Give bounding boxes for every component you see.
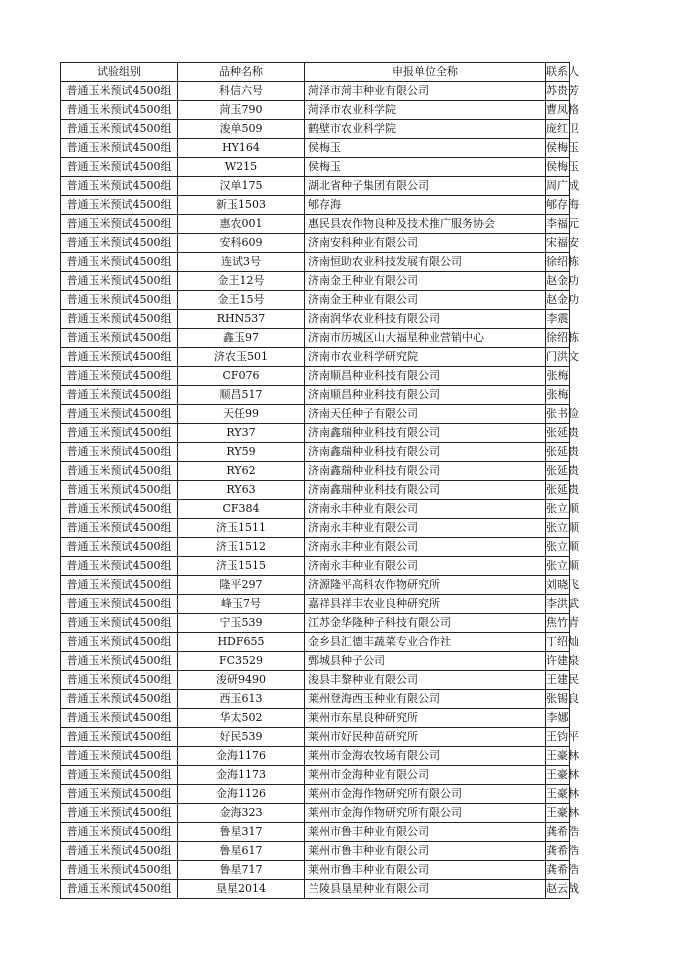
cell-variety: 宁玉539 [178,614,305,633]
cell-group: 普通玉米预试4500组 [61,576,178,595]
table-row [61,405,570,424]
table-row [61,253,570,272]
header-group: 试验组别 [61,63,178,82]
table-row [61,633,570,652]
cell-unit: 济南鑫瑞种业科技有限公司 [305,424,546,443]
table-row [61,747,570,766]
cell-unit: 济南永丰种业有限公司 [305,538,546,557]
cell-variety: 顺昌517 [178,386,305,405]
cell-group: 普通玉米预试4500组 [61,329,178,348]
cell-contact: 张锡良 [546,690,570,709]
cell-variety: 济玉1511 [178,519,305,538]
table-row [61,367,570,386]
cell-variety: 汉单175 [178,177,305,196]
table-row [61,652,570,671]
cell-unit: 济南市农业科学研究院 [305,348,546,367]
cell-variety: RY62 [178,462,305,481]
header-row [61,63,570,82]
cell-contact: 王豪林 [546,747,570,766]
cell-group: 普通玉米预试4500组 [61,291,178,310]
cell-group: 普通玉米预试4500组 [61,120,178,139]
table-row [61,196,570,215]
cell-unit: 兰陵县垦星种业有限公司 [305,880,546,899]
cell-unit: 鹤壁市农业科学院 [305,120,546,139]
cell-unit: 济南鑫瑞种业科技有限公司 [305,443,546,462]
table-row [61,215,570,234]
cell-group: 普通玉米预试4500组 [61,880,178,899]
cell-group: 普通玉米预试4500组 [61,481,178,500]
table-row [61,538,570,557]
cell-group: 普通玉米预试4500组 [61,462,178,481]
cell-unit: 莱州市好民种苗研究所 [305,728,546,747]
cell-unit: 莱州市鲁丰种业有限公司 [305,823,546,842]
cell-variety: 垦星2014 [178,880,305,899]
cell-group: 普通玉米预试4500组 [61,215,178,234]
cell-variety: HY164 [178,139,305,158]
cell-contact: 刘晓飞 [546,576,570,595]
cell-unit: 郇存海 [305,196,546,215]
cell-group: 普通玉米预试4500组 [61,633,178,652]
cell-variety: RHN537 [178,310,305,329]
table-row [61,728,570,747]
table-row [61,101,570,120]
cell-contact: 王建民 [546,671,570,690]
cell-group: 普通玉米预试4500组 [61,139,178,158]
cell-unit: 金乡县汇德丰蔬菜专业合作社 [305,633,546,652]
cell-variety: 华太502 [178,709,305,728]
cell-unit: 侯梅玉 [305,139,546,158]
cell-group: 普通玉米预试4500组 [61,386,178,405]
cell-group: 普通玉米预试4500组 [61,310,178,329]
cell-group: 普通玉米预试4500组 [61,690,178,709]
cell-group: 普通玉米预试4500组 [61,766,178,785]
table-row [61,82,570,101]
cell-variety: 连试3号 [178,253,305,272]
cell-contact: 曹凤格 [546,101,570,120]
cell-group: 普通玉米预试4500组 [61,253,178,272]
cell-contact: 苏贵芳 [546,82,570,101]
cell-group: 普通玉米预试4500组 [61,804,178,823]
cell-unit: 莱州市鲁丰种业有限公司 [305,861,546,880]
cell-variety: W215 [178,158,305,177]
cell-variety: 鑫玉97 [178,329,305,348]
table-row [61,310,570,329]
cell-contact: 李震 [546,310,570,329]
table-row [61,709,570,728]
cell-contact: 张延贵 [546,424,570,443]
cell-unit: 济南顺昌种业科技有限公司 [305,386,546,405]
table-row [61,557,570,576]
table-row [61,177,570,196]
table-row [61,462,570,481]
header-contact: 联系人 [546,63,570,82]
cell-unit: 济南市历城区山大福星种业营销中心 [305,329,546,348]
table-row [61,804,570,823]
table-row [61,861,570,880]
cell-unit: 嘉祥县祥丰农业良种研究所 [305,595,546,614]
cell-contact: 庞红卫 [546,120,570,139]
cell-contact: 张延贵 [546,443,570,462]
cell-group: 普通玉米预试4500组 [61,861,178,880]
cell-unit: 济源隆平高科农作物研究所 [305,576,546,595]
cell-variety: RY59 [178,443,305,462]
cell-group: 普通玉米预试4500组 [61,842,178,861]
cell-group: 普通玉米预试4500组 [61,177,178,196]
cell-unit: 济南天任种子有限公司 [305,405,546,424]
cell-variety: RY63 [178,481,305,500]
cell-group: 普通玉米预试4500组 [61,652,178,671]
cell-contact: 张立顺 [546,557,570,576]
header-unit: 申报单位全称 [305,63,546,82]
cell-variety: 隆平297 [178,576,305,595]
table-row [61,595,570,614]
cell-contact: 王豪林 [546,766,570,785]
cell-contact: 李福元 [546,215,570,234]
cell-group: 普通玉米预试4500组 [61,101,178,120]
table-row [61,576,570,595]
cell-group: 普通玉米预试4500组 [61,158,178,177]
cell-group: 普通玉米预试4500组 [61,671,178,690]
cell-variety: 浚研9490 [178,671,305,690]
cell-unit: 莱州登海西玉种业有限公司 [305,690,546,709]
cell-variety: 鲁星617 [178,842,305,861]
cell-variety: 金王12号 [178,272,305,291]
cell-unit: 浚县丰黎种业有限公司 [305,671,546,690]
cell-variety: 鲁星317 [178,823,305,842]
cell-group: 普通玉米预试4500组 [61,367,178,386]
cell-unit: 济南润华农业科技有限公司 [305,310,546,329]
cell-contact: 丁绍灿 [546,633,570,652]
table-row [61,329,570,348]
cell-variety: 金海1126 [178,785,305,804]
cell-contact: 赵金功 [546,291,570,310]
cell-unit: 惠民县农作物良种及技术推广服务协会 [305,215,546,234]
cell-contact: 赵金功 [546,272,570,291]
cell-contact: 周广成 [546,177,570,196]
cell-group: 普通玉米预试4500组 [61,196,178,215]
cell-unit: 济南永丰种业有限公司 [305,519,546,538]
cell-variety: 菏玉790 [178,101,305,120]
cell-group: 普通玉米预试4500组 [61,785,178,804]
cell-group: 普通玉米预试4500组 [61,728,178,747]
cell-contact: 张延贵 [546,481,570,500]
cell-unit: 济南安科种业有限公司 [305,234,546,253]
cell-contact: 龚希浩 [546,842,570,861]
cell-unit: 莱州市鲁丰种业有限公司 [305,842,546,861]
cell-contact: 王钧平 [546,728,570,747]
variety-table [60,62,579,899]
cell-variety: 济玉1512 [178,538,305,557]
cell-variety: 天任99 [178,405,305,424]
cell-unit: 济南鑫瑞种业科技有限公司 [305,481,546,500]
cell-unit: 济南金王种业有限公司 [305,291,546,310]
cell-group: 普通玉米预试4500组 [61,519,178,538]
cell-variety: 峰玉7号 [178,595,305,614]
cell-contact: 张梅 [546,386,570,405]
cell-contact: 宋福安 [546,234,570,253]
cell-unit: 菏泽市菏丰种业有限公司 [305,82,546,101]
cell-group: 普通玉米预试4500组 [61,709,178,728]
table-row [61,766,570,785]
cell-variety: 金王15号 [178,291,305,310]
cell-unit: 莱州市东星良种研究所 [305,709,546,728]
cell-unit: 莱州市金海作物研究所有限公司 [305,785,546,804]
cell-contact: 张立顺 [546,500,570,519]
cell-contact: 王豪林 [546,785,570,804]
cell-contact: 张延贵 [546,462,570,481]
cell-contact: 张立顺 [546,538,570,557]
cell-variety: 新玉1503 [178,196,305,215]
cell-contact: 张立顺 [546,519,570,538]
cell-variety: 惠农001 [178,215,305,234]
cell-variety: HDF655 [178,633,305,652]
cell-contact: 赵云战 [546,880,570,899]
table-row [61,386,570,405]
cell-variety: 鲁星717 [178,861,305,880]
cell-contact: 许建泉 [546,652,570,671]
table-row [61,823,570,842]
cell-unit: 济南鑫瑞种业科技有限公司 [305,462,546,481]
cell-unit: 江苏金华隆种子科技有限公司 [305,614,546,633]
cell-variety: CF384 [178,500,305,519]
cell-contact: 徐绍栋 [546,253,570,272]
cell-unit: 莱州市金海种业有限公司 [305,766,546,785]
cell-unit: 湖北省种子集团有限公司 [305,177,546,196]
cell-unit: 莱州市金海农牧场有限公司 [305,747,546,766]
table-row [61,785,570,804]
table-row [61,614,570,633]
cell-contact: 李洪武 [546,595,570,614]
cell-group: 普通玉米预试4500组 [61,500,178,519]
cell-unit: 侯梅玉 [305,158,546,177]
cell-unit: 菏泽市农业科学院 [305,101,546,120]
cell-variety: CF076 [178,367,305,386]
cell-contact: 侯梅玉 [546,158,570,177]
cell-unit: 济南永丰种业有限公司 [305,557,546,576]
table-row [61,348,570,367]
cell-variety: 金海1176 [178,747,305,766]
cell-variety: 科信六号 [178,82,305,101]
cell-variety: 安科609 [178,234,305,253]
cell-contact: 龚希浩 [546,823,570,842]
table-row [61,139,570,158]
table-row [61,443,570,462]
cell-group: 普通玉米预试4500组 [61,405,178,424]
cell-group: 普通玉米预试4500组 [61,538,178,557]
cell-unit: 莱州市金海作物研究所有限公司 [305,804,546,823]
cell-contact: 郇存海 [546,196,570,215]
cell-group: 普通玉米预试4500组 [61,823,178,842]
cell-group: 普通玉米预试4500组 [61,234,178,253]
cell-contact: 龚希浩 [546,861,570,880]
cell-contact: 张书俭 [546,405,570,424]
cell-unit: 鄄城县种子公司 [305,652,546,671]
cell-group: 普通玉米预试4500组 [61,443,178,462]
cell-group: 普通玉米预试4500组 [61,82,178,101]
table-row [61,671,570,690]
table-row [61,519,570,538]
cell-contact: 徐绍栋 [546,329,570,348]
cell-variety: 金海1173 [178,766,305,785]
cell-variety: 济玉1515 [178,557,305,576]
cell-contact: 张梅 [546,367,570,386]
cell-group: 普通玉米预试4500组 [61,747,178,766]
cell-contact: 焦竹青 [546,614,570,633]
cell-variety: FC3529 [178,652,305,671]
cell-variety: 济农玉501 [178,348,305,367]
table-row [61,272,570,291]
table-row [61,481,570,500]
table-row [61,500,570,519]
table-row [61,120,570,139]
cell-group: 普通玉米预试4500组 [61,614,178,633]
cell-contact: 门洪文 [546,348,570,367]
cell-variety: 浚单509 [178,120,305,139]
cell-variety: 金海323 [178,804,305,823]
table-row [61,880,570,899]
table-row [61,424,570,443]
cell-unit: 济南恒助农业科技发展有限公司 [305,253,546,272]
cell-group: 普通玉米预试4500组 [61,348,178,367]
table-row [61,842,570,861]
cell-unit: 济南永丰种业有限公司 [305,500,546,519]
cell-variety: 好民539 [178,728,305,747]
cell-contact: 侯梅玉 [546,139,570,158]
cell-group: 普通玉米预试4500组 [61,272,178,291]
cell-variety: 西玉613 [178,690,305,709]
cell-unit: 济南金王种业有限公司 [305,272,546,291]
cell-unit: 济南顺昌种业科技有限公司 [305,367,546,386]
table-row [61,234,570,253]
cell-contact: 李娜 [546,709,570,728]
header-variety: 品种名称 [178,63,305,82]
cell-variety: RY37 [178,424,305,443]
cell-group: 普通玉米预试4500组 [61,595,178,614]
table-row [61,690,570,709]
cell-group: 普通玉米预试4500组 [61,557,178,576]
table-row [61,291,570,310]
cell-contact: 王豪林 [546,804,570,823]
table-row [61,158,570,177]
cell-group: 普通玉米预试4500组 [61,424,178,443]
